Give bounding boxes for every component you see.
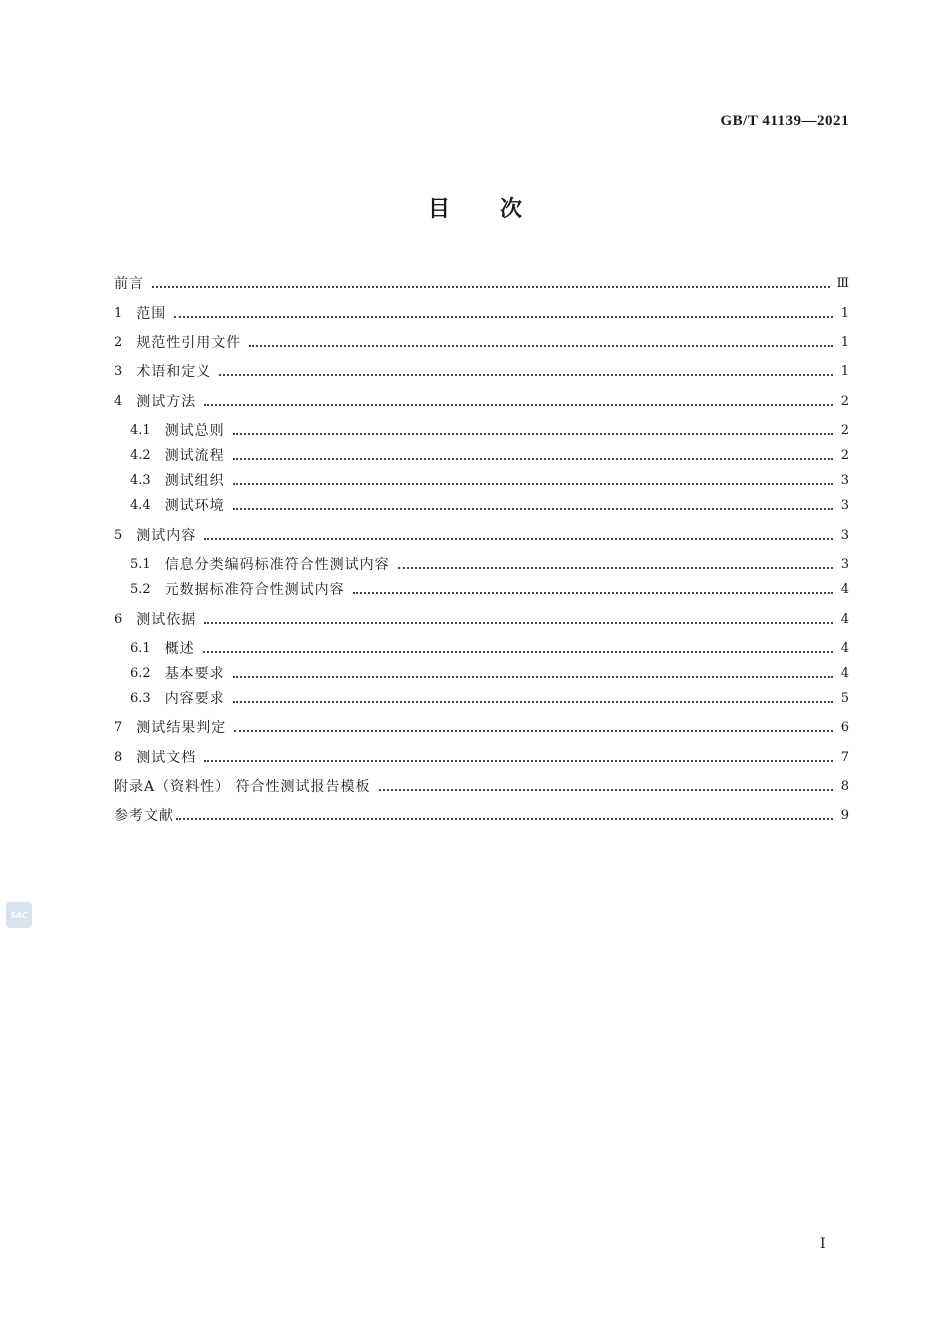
toc-entry-number: 7: [114, 720, 123, 735]
toc-entry-number: 6.3: [130, 691, 151, 706]
toc-leader: [233, 458, 833, 460]
toc-entry-page: 3: [840, 557, 849, 572]
toc-entry-number: 5.2: [130, 582, 151, 597]
toc-entry-label: 内容要求: [164, 691, 225, 707]
toc-entry-label: 术语和定义: [136, 364, 212, 380]
toc-leader: [249, 345, 833, 347]
toc-entry-page: 8: [840, 779, 849, 794]
toc-entry-number: 4.1: [130, 423, 151, 438]
toc-entry-label: 信息分类编码标准符合性测试内容: [164, 557, 390, 573]
toc-entry-page: 3: [840, 528, 849, 543]
toc-entry-1[interactable]: [114, 302, 849, 324]
toc-entry-number: 4: [114, 394, 123, 409]
toc-entry-7[interactable]: [114, 716, 849, 738]
toc-entry-label: 基本要求: [164, 666, 225, 682]
toc-entry-number: 8: [114, 750, 123, 765]
toc-leader: [204, 760, 833, 762]
toc-entry-5[interactable]: [114, 524, 849, 546]
toc-title: 目次: [427, 197, 572, 222]
toc-entry-page: 4: [840, 582, 849, 597]
toc-entry-label: 测试组织: [164, 473, 225, 489]
toc-entry-6-1[interactable]: [130, 637, 849, 659]
toc-entry-page: 3: [840, 473, 849, 488]
toc-leader: [203, 651, 833, 653]
toc-entry-appendix-a[interactable]: [114, 775, 849, 797]
sac-watermark-logo: [6, 902, 32, 928]
toc-leader: [353, 592, 833, 594]
toc-entry-page: 2: [840, 394, 849, 409]
toc-entry-number: 6: [114, 612, 123, 627]
toc-entry-label: 测试方法: [136, 394, 197, 410]
toc-entry-5-2[interactable]: [130, 578, 849, 600]
toc-entry-label: 前言: [114, 276, 144, 292]
toc-entry-label: 参考文献: [114, 808, 174, 824]
toc-entry-label: 附录A（资料性） 符合性测试报告模板: [114, 779, 371, 795]
toc-entry-page: 6: [840, 720, 849, 735]
toc-entry-page: 4: [840, 641, 849, 656]
toc-entry-8[interactable]: [114, 746, 849, 768]
toc-leader: [233, 483, 833, 485]
toc-entry-4-3[interactable]: [130, 469, 849, 491]
toc-entry-label: 测试流程: [164, 448, 225, 464]
toc-entry-number: 4.4: [130, 498, 151, 513]
toc-entry-label: 测试内容: [136, 528, 197, 544]
toc-leader: [204, 622, 833, 624]
toc-entry-number: 4.2: [130, 448, 151, 463]
toc-entry-page: 5: [840, 691, 849, 706]
toc-entry-page: 2: [840, 423, 849, 438]
toc-entry-page: 9: [840, 808, 849, 823]
toc-entry-2[interactable]: [114, 331, 849, 353]
toc-leader: [234, 730, 833, 732]
toc-entry-label: 规范性引用文件: [136, 335, 242, 351]
toc-leader: [219, 374, 833, 376]
toc-entry-number: 6.1: [130, 641, 151, 656]
toc-entry-page: Ⅲ: [836, 276, 849, 291]
toc-entry-page: 2: [840, 448, 849, 463]
toc-entry-5-1[interactable]: [130, 553, 849, 575]
toc-entry-number: 1: [114, 306, 123, 321]
toc-entry-references[interactable]: [114, 804, 849, 826]
toc-entry-4-2[interactable]: [130, 444, 849, 466]
toc-entry-4-4[interactable]: [130, 494, 849, 516]
toc-leader: [176, 818, 833, 820]
toc-leader: [233, 508, 833, 510]
watermark-text: SAC: [10, 910, 28, 920]
toc-leader: [204, 404, 833, 406]
toc-leader: [233, 676, 833, 678]
toc-entry-label: 范围: [136, 306, 167, 322]
toc-leader: [398, 567, 833, 569]
page-number: I: [820, 1236, 826, 1252]
toc-entry-number: 4.3: [130, 473, 151, 488]
toc-entry-label: 测试结果判定: [136, 720, 227, 736]
toc-entry-page: 4: [840, 666, 849, 681]
toc-leader: [233, 433, 833, 435]
toc-entry-label: 测试依据: [136, 612, 197, 628]
toc-entry-page: 1: [840, 306, 849, 321]
toc-entry-number: 5.1: [130, 557, 151, 572]
toc-entry-label: 概述: [164, 641, 195, 657]
toc-entry-6[interactable]: [114, 608, 849, 630]
toc-entry-4[interactable]: [114, 390, 849, 412]
toc-entry-number: 3: [114, 364, 123, 379]
toc-leader: [379, 789, 833, 791]
toc-entry-label: 测试环境: [164, 498, 225, 514]
toc-entry-number: 2: [114, 335, 123, 350]
toc-entry-label: 元数据标准符合性测试内容: [164, 582, 345, 598]
toc-entry-page: 4: [840, 612, 849, 627]
toc-entry-label: 测试总则: [164, 423, 225, 439]
toc-leader: [174, 316, 833, 318]
toc-entry-page: 1: [840, 335, 849, 350]
toc-entry-3[interactable]: [114, 360, 849, 382]
toc-entry-6-2[interactable]: [130, 662, 849, 684]
toc-entry-foreword[interactable]: [114, 272, 849, 294]
toc-entry-page: 7: [840, 750, 849, 765]
toc-entry-page: 1: [840, 364, 849, 379]
toc-leader: [204, 538, 833, 540]
toc-entry-label: 测试文档: [136, 750, 197, 766]
toc-leader: [152, 286, 830, 288]
toc-entry-number: 6.2: [130, 666, 151, 681]
toc-entry-number: 5: [114, 528, 123, 543]
toc-entry-4-1[interactable]: [130, 419, 849, 441]
toc-leader: [233, 701, 833, 703]
standard-code: GB/T 41139—2021: [720, 113, 849, 129]
toc-entry-6-3[interactable]: [130, 687, 849, 709]
toc-entry-page: 3: [840, 498, 849, 513]
